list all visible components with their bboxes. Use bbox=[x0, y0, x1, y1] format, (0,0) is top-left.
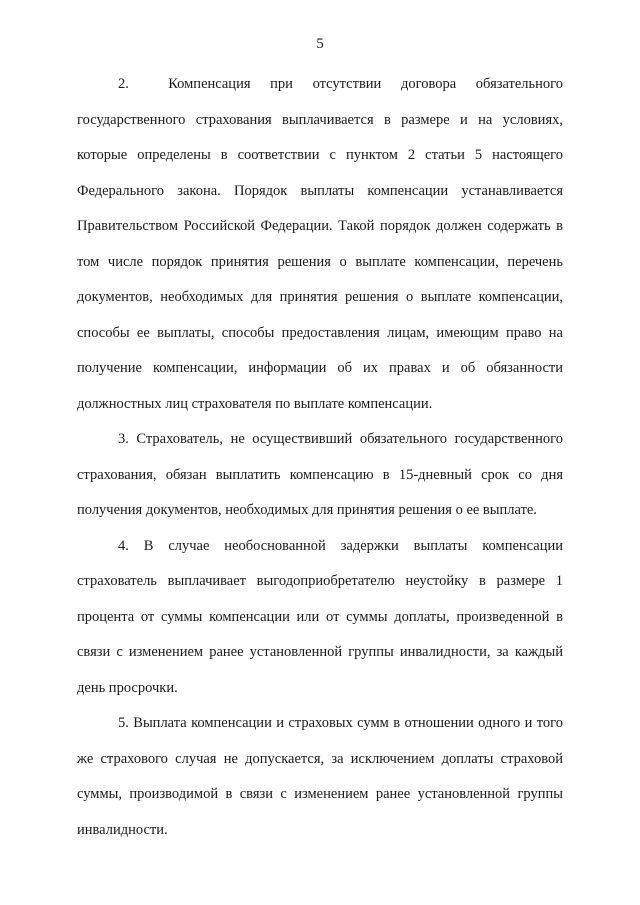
document-body bbox=[77, 67, 563, 848]
paragraph-3: 3. Страхователь, не осуществивший обязательного государственного страхования, обязан выплатить компенсацию в 15-дневный срок со дня получения документов, необходимых для принятия решения о ее выплате. bbox=[77, 431, 563, 518]
paragraph-5: 5. Выплата компенсации и страховых сумм в отношении одного и того же страхового случая не допускается, за исключением доплаты страховой суммы, производимой в связи с изменением ранее установленной группы инвалидности. bbox=[77, 715, 563, 838]
paragraph-2: 2. Компенсация при отсутствии договора обязательного государственного страхования выплачивается в размере и на условиях, которые определены в соответствии с пунктом 2 статьи 5 настоящего Федерального закона. Порядок выплаты компенсации устанавливается Правительством Российской Федерации. Такой порядок должен содержать в том числе порядок принятия решения о выплате компенсации, перечень документов, необходимых для принятия решения о выплате компенсации, способы ее выплаты, способы предоставления лицам, имеющим право на получение компенсации, информации об их правах и об обязанности должностных лиц страхователя по выплате компенсации. bbox=[77, 76, 563, 412]
paragraph-4: 4. В случае необоснованной задержки выплаты компенсации страхователь выплачивает выгодоприобретателю неустойку в размере 1 процента от суммы компенсации или от суммы доплаты, произведенной в связи с изменением ранее установленной группы инвалидности, за каждый день просрочки. bbox=[77, 537, 563, 696]
page-number: 5 bbox=[316, 36, 324, 52]
